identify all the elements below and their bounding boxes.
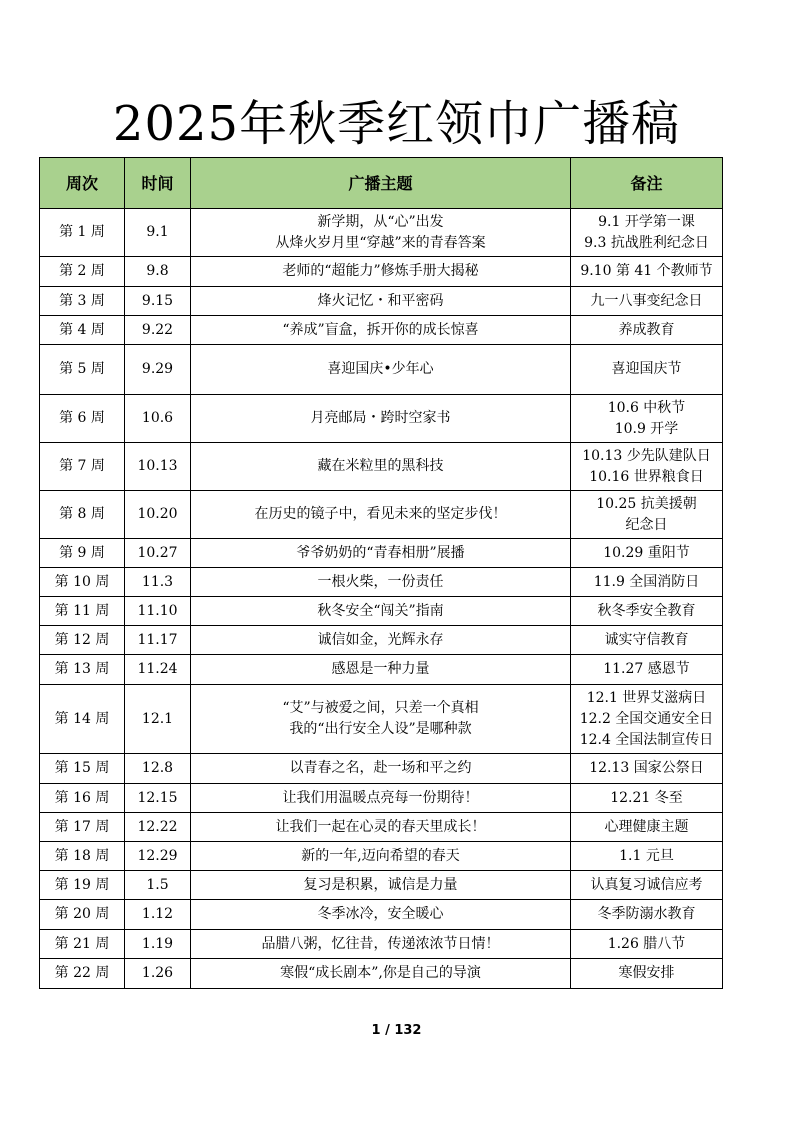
week-cell: 第 6 周 (40, 395, 125, 443)
date-cell: 10.27 (125, 539, 191, 568)
note-cell-line: 12.4 全国法制宣传日 (579, 731, 714, 748)
week-cell: 第 20 周 (40, 900, 125, 930)
theme-cell-line: 让我们一起在心灵的春天里成长！ (275, 818, 486, 835)
theme-cell (191, 784, 571, 813)
note-cell-line: 10.25 抗美援朝 (596, 495, 697, 512)
theme-cell-line: 冬季冰冷，安全暖心 (317, 906, 444, 922)
table-row (40, 754, 723, 784)
note-cell-line: 10.9 开学 (614, 420, 679, 437)
note-cell (571, 287, 723, 316)
note-cell-line: 寒假安排 (618, 965, 675, 981)
note-cell-line: 认真复习诚信应考 (590, 876, 703, 893)
note-cell-line: 纪念日 (625, 516, 668, 533)
date-cell: 12.22 (125, 813, 191, 842)
theme-cell (191, 813, 571, 842)
note-cell (571, 813, 723, 842)
note-cell (571, 685, 723, 754)
date-cell: 1.26 (125, 959, 191, 989)
theme-cell (191, 209, 571, 257)
note-cell-line: 9.1 开学第一课 (598, 213, 695, 230)
table-row (40, 491, 723, 539)
week-cell: 第 1 周 (40, 209, 125, 257)
header-week: 周次 (40, 158, 125, 209)
note-cell-line: 12.21 冬至 (610, 789, 683, 806)
date-cell: 9.1 (125, 209, 191, 257)
note-cell-line: 10.29 重阳节 (603, 544, 690, 561)
theme-cell (191, 395, 571, 443)
note-cell-line: 冬季防溺水教育 (597, 906, 696, 922)
note-cell-line: 12.13 国家公祭日 (589, 760, 704, 776)
theme-cell-line: 复习是积累，诚信是力量 (303, 876, 458, 893)
note-cell (571, 959, 723, 989)
theme-cell (191, 655, 571, 685)
note-cell (571, 754, 723, 784)
date-cell: 9.22 (125, 316, 191, 345)
theme-cell-line: 品腊八粥，忆往昔，传递浓浓节日情！ (261, 935, 500, 952)
note-cell-line: 9.3 抗战胜利纪念日 (584, 234, 709, 251)
date-cell: 10.13 (125, 443, 191, 491)
note-cell (571, 257, 723, 287)
note-cell (571, 568, 723, 597)
note-cell-line: 11.9 全国消防日 (593, 573, 700, 590)
table-row (40, 813, 723, 842)
page-number: 1 / 132 (371, 1023, 422, 1038)
theme-cell-line: 喜迎国庆•少年心 (327, 361, 434, 377)
date-cell: 12.1 (125, 685, 191, 754)
week-cell: 第 21 周 (40, 930, 125, 959)
week-cell: 第 16 周 (40, 784, 125, 813)
theme-cell-line: 爷爷奶奶的“青春相册”展播 (296, 544, 465, 561)
theme-cell (191, 900, 571, 930)
theme-cell-line: “养成”盲盒，拆开你的成长惊喜 (282, 321, 479, 338)
note-cell (571, 655, 723, 685)
theme-cell (191, 539, 571, 568)
note-cell (571, 871, 723, 900)
table-row (40, 930, 723, 959)
date-cell: 11.10 (125, 597, 191, 626)
date-cell: 11.3 (125, 568, 191, 597)
note-cell-line: 喜迎国庆节 (611, 361, 682, 377)
theme-cell-line: 烽火记忆・和平密码 (317, 292, 444, 309)
note-cell-line: 九一八事变纪念日 (590, 292, 703, 309)
date-cell: 12.29 (125, 842, 191, 871)
note-cell (571, 900, 723, 930)
week-cell: 第 12 周 (40, 626, 125, 655)
theme-cell-line: 一根火柴，一份责任 (317, 573, 444, 590)
table-row (40, 257, 723, 287)
note-cell-line: 12.1 世界艾滋病日 (586, 689, 707, 706)
theme-cell (191, 959, 571, 989)
date-cell: 1.5 (125, 871, 191, 900)
theme-cell-line: 新的一年,迈向希望的春天 (301, 847, 460, 864)
theme-cell (191, 754, 571, 784)
table-row (40, 316, 723, 345)
date-cell: 9.8 (125, 257, 191, 287)
week-cell: 第 19 周 (40, 871, 125, 900)
theme-cell-line: 诚信如金，光辉永存 (317, 631, 444, 648)
theme-cell-line: 秋冬安全“闯关”指南 (317, 602, 444, 619)
theme-cell-line: 我的“出行安全人设”是哪种款 (289, 721, 472, 737)
table-row (40, 539, 723, 568)
date-cell: 10.20 (125, 491, 191, 539)
note-cell (571, 443, 723, 491)
table-row (40, 287, 723, 316)
theme-cell (191, 345, 571, 395)
date-cell: 1.12 (125, 900, 191, 930)
table-row (40, 443, 723, 491)
week-cell: 第 9 周 (40, 539, 125, 568)
header-theme: 广播主题 (191, 158, 571, 209)
theme-cell (191, 930, 571, 959)
theme-cell (191, 316, 571, 345)
theme-cell (191, 257, 571, 287)
date-cell: 11.17 (125, 626, 191, 655)
note-cell-line: 1.26 腊八节 (607, 935, 686, 952)
week-cell: 第 4 周 (40, 316, 125, 345)
note-cell-line: 秋冬季安全教育 (597, 602, 696, 619)
date-cell: 11.24 (125, 655, 191, 685)
theme-cell-line: 藏在米粒里的黑科技 (317, 458, 444, 474)
note-cell (571, 842, 723, 871)
date-cell: 9.29 (125, 345, 191, 395)
theme-cell-line: 老师的“超能力”修炼手册大揭秘 (282, 263, 479, 279)
table-row (40, 597, 723, 626)
theme-cell-line: 以青春之名，赴一场和平之约 (289, 760, 472, 776)
note-cell (571, 539, 723, 568)
theme-cell (191, 568, 571, 597)
broadcast-schedule-table (39, 157, 723, 989)
note-cell-line: 养成教育 (618, 321, 675, 338)
note-cell (571, 395, 723, 443)
note-cell-line: 1.1 元旦 (619, 847, 674, 864)
week-cell: 第 8 周 (40, 491, 125, 539)
week-cell: 第 13 周 (40, 655, 125, 685)
note-cell (571, 316, 723, 345)
theme-cell (191, 491, 571, 539)
theme-cell (191, 443, 571, 491)
theme-cell (191, 685, 571, 754)
week-cell: 第 22 周 (40, 959, 125, 989)
theme-cell-line: 在历史的镜子中，看见未来的坚定步伐！ (254, 506, 507, 522)
week-cell: 第 5 周 (40, 345, 125, 395)
date-cell: 9.15 (125, 287, 191, 316)
note-cell (571, 626, 723, 655)
theme-cell-line: 感恩是一种力量 (331, 661, 430, 677)
table-row (40, 626, 723, 655)
week-cell: 第 7 周 (40, 443, 125, 491)
theme-cell-line: 从烽火岁月里“穿越”来的青春答案 (275, 234, 486, 251)
table-header-row (40, 158, 723, 209)
table-row (40, 784, 723, 813)
date-cell: 12.15 (125, 784, 191, 813)
table-row (40, 209, 723, 257)
note-cell-line: 诚实守信教育 (604, 631, 689, 648)
theme-cell (191, 287, 571, 316)
note-cell-line: 10.6 中秋节 (607, 399, 686, 416)
week-cell: 第 17 周 (40, 813, 125, 842)
table-row (40, 842, 723, 871)
date-cell: 1.19 (125, 930, 191, 959)
week-cell: 第 3 周 (40, 287, 125, 316)
theme-cell (191, 842, 571, 871)
header-note: 备注 (571, 158, 723, 209)
page-title: 2025年秋季红领巾广播稿 (112, 96, 681, 152)
note-cell-line: 12.2 全国交通安全日 (579, 710, 714, 727)
table-row (40, 900, 723, 930)
table-row (40, 655, 723, 685)
week-cell: 第 18 周 (40, 842, 125, 871)
theme-cell-line: 月亮邮局・跨时空家书 (310, 410, 451, 426)
note-cell-line: 10.16 世界粮食日 (589, 468, 704, 485)
week-cell: 第 11 周 (40, 597, 125, 626)
note-cell (571, 491, 723, 539)
week-cell: 第 2 周 (40, 257, 125, 287)
theme-cell-line: “艾”与被爱之间，只差一个真相 (282, 700, 479, 716)
theme-cell-line: 让我们用温暖点亮每一份期待！ (282, 789, 479, 806)
theme-cell (191, 597, 571, 626)
table-row (40, 959, 723, 989)
note-cell (571, 209, 723, 257)
theme-cell-line: 新学期，从“心”出发 (317, 213, 444, 230)
theme-cell-line: 寒假“成长剧本”,你是自己的导演 (280, 965, 481, 981)
theme-cell (191, 871, 571, 900)
note-cell-line: 心理健康主题 (604, 818, 689, 835)
note-cell-line: 9.10 第 41 个教师节 (580, 263, 713, 279)
note-cell-line: 11.27 感恩节 (603, 661, 690, 677)
table-row (40, 395, 723, 443)
week-cell: 第 15 周 (40, 754, 125, 784)
table-row (40, 685, 723, 754)
table-row (40, 871, 723, 900)
note-cell (571, 345, 723, 395)
week-cell: 第 14 周 (40, 685, 125, 754)
header-date: 时间 (125, 158, 191, 209)
date-cell: 12.8 (125, 754, 191, 784)
note-cell-line: 10.13 少先队建队日 (582, 447, 711, 464)
note-cell (571, 784, 723, 813)
note-cell (571, 597, 723, 626)
date-cell: 10.6 (125, 395, 191, 443)
theme-cell (191, 626, 571, 655)
table-row (40, 345, 723, 395)
week-cell: 第 10 周 (40, 568, 125, 597)
note-cell (571, 930, 723, 959)
table-row (40, 568, 723, 597)
